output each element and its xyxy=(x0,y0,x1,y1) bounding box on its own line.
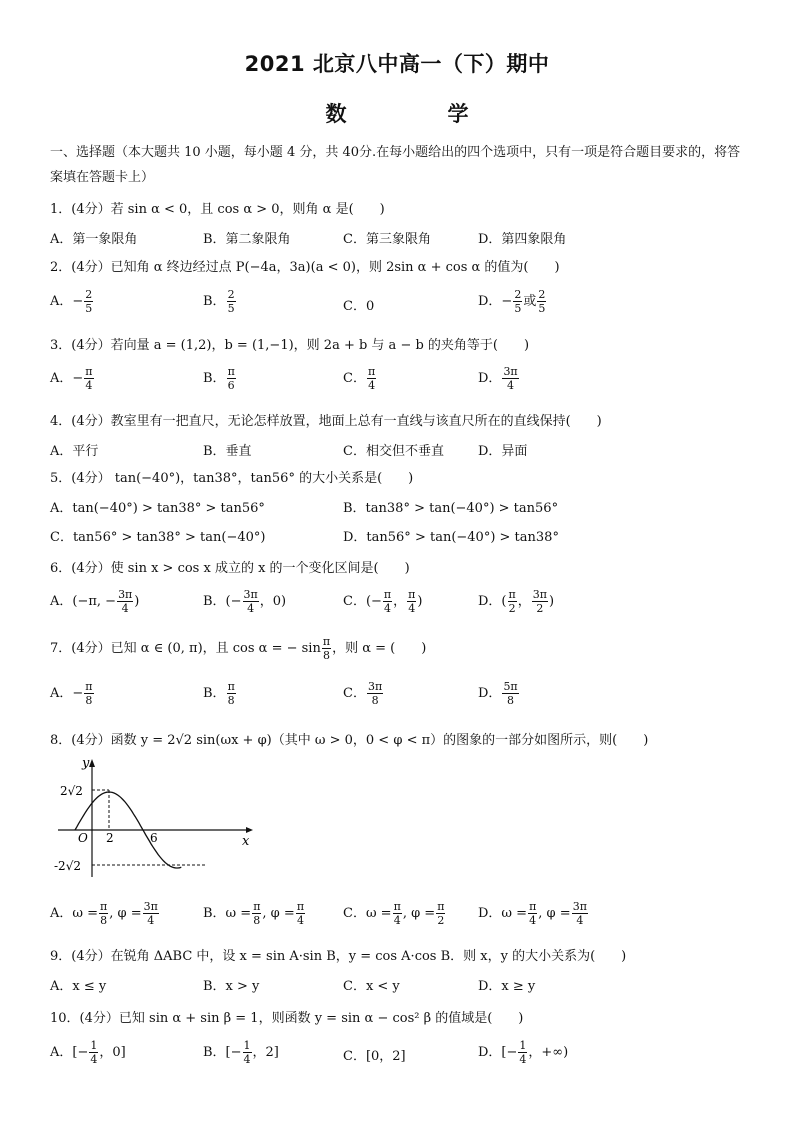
q3-option-d: D． $\frac{3\pi}{4}$ xyxy=(478,365,518,392)
q6-option-c: C．(− $\frac{\pi}{4}$ ， $\frac{\pi}{4}$ ) xyxy=(343,588,423,615)
q6-option-b: B．(− $\frac{3\pi}{4}$ ，0) xyxy=(203,588,287,615)
q6-option-a: A．(−π, − $\frac{3\pi}{4}$ ) xyxy=(50,588,140,615)
label-tick-6: 6 xyxy=(150,831,158,845)
y-axis-arrow xyxy=(89,759,95,767)
q7-option-c: C． $\frac{3\pi}{8}$ xyxy=(343,680,383,707)
x-axis-arrow xyxy=(246,827,253,833)
q5-option-d: D．tan56° > tan(−40°) > tan38° xyxy=(343,530,559,545)
q9-option-c: C．x < y xyxy=(343,979,400,994)
label-origin: O xyxy=(78,831,88,845)
q3-option-b: B． $\frac{\pi}{6}$ xyxy=(203,365,235,392)
q10-option-a: A．[− $\frac{1}{4}$ ，0] xyxy=(50,1039,126,1066)
question-5-stem: 5．(4分） tan(−40°)，tan38°，tan56° 的大小关系是( ) xyxy=(50,471,414,486)
q7-option-a: A．− $\frac{\pi}{8}$ xyxy=(50,680,93,707)
q8-option-a: A．ω = $\frac{\pi}{8}$ , φ = $\frac{3\pi}{4}$ xyxy=(50,900,158,927)
question-1-stem: 1．(4分）若 sin α < 0，且 cos α > 0，则角 α 是( ) xyxy=(50,202,385,217)
question-6-stem: 6．(4分）使 sin x > cos x 成立的 x 的一个变化区间是( ) xyxy=(50,561,410,576)
q9-option-a: A．x ≤ y xyxy=(50,979,107,994)
q8-option-c: C．ω = $\frac{\pi}{4}$ , φ = $\frac{\pi}{2}$ xyxy=(343,900,445,927)
q5-option-c: C．tan56° > tan38° > tan(−40°) xyxy=(50,530,266,545)
q10-option-d: D．[− $\frac{1}{4}$ ，+∞) xyxy=(478,1039,569,1066)
subject-heading: 数 学 xyxy=(325,102,509,126)
q10-option-c: C．[0，2] xyxy=(343,1049,406,1064)
q2-option-d: D．− $\frac{2}{5}$ 或 $\frac{2}{5}$ xyxy=(478,288,546,315)
q8-option-d: D．ω = $\frac{\pi}{4}$ , φ = $\frac{3\pi}{4}$ xyxy=(478,900,587,927)
q8-sine-graph xyxy=(48,755,258,885)
page-title: 2021 北京八中高一（下）期中 xyxy=(244,52,550,76)
section-instructions: 一、选择题（本大题共 10 小题，每小题 4 分，共 40分.在每小题给出的四个选项中，只有一项是符合题目要求的，将答案填在答题卡上） xyxy=(50,145,741,185)
q6-option-d: D．( $\frac{\pi}{2}$ ， $\frac{3\pi}{2}$ ) xyxy=(478,588,555,615)
q3-option-a: A．− $\frac{\pi}{4}$ xyxy=(50,365,93,392)
question-10-stem: 10．(4分）已知 sin α + sin β = 1，则函数 y = sin α − cos² β 的值域是( ) xyxy=(50,1011,524,1026)
q9-option-d: D．x ≥ y xyxy=(478,979,536,994)
question-2-stem: 2．(4分）已知角 α 终边经过点 P(−4a，3a)(a < 0)，则 2sin α + cos α 的值为( ) xyxy=(50,260,560,275)
label-ymax: 2√2 xyxy=(60,784,83,798)
q5-option-a: A．tan(−40°) > tan38° > tan56° xyxy=(50,501,265,516)
q4-option-c: C．相交但不垂直 xyxy=(343,444,444,459)
label-x-axis: x xyxy=(242,834,250,849)
question-3-stem: 3．(4分）若向量 a = (1,2)，b = (1,−1)，则 2a + b 与 a − b 的夹角等于( ) xyxy=(50,338,530,353)
q1-option-c: C．第三象限角 xyxy=(343,232,431,247)
q1-option-a: A．第一象限角 xyxy=(50,232,138,247)
question-8-stem: 8．(4分）函数 y = 2√2 sin(ωx + φ)（其中 ω > 0，0 < φ < π）的图象的一部分如图所示，则( ) xyxy=(50,733,649,748)
q4-option-d: D．异面 xyxy=(478,444,528,459)
q7-option-d: D． $\frac{5\pi}{8}$ xyxy=(478,680,518,707)
q1-option-d: D．第四象限角 xyxy=(478,232,567,247)
label-tick-2: 2 xyxy=(106,831,114,845)
question-7-stem: 7．(4分）已知 α ∈ (0, π)，且 cos α = − sin $\frac{\pi}{8}$ ，则 α = ( ) xyxy=(50,635,427,662)
q4-option-b: B．垂直 xyxy=(203,444,252,459)
q9-option-b: B．x > y xyxy=(203,979,260,994)
q2-option-a: A．− $\frac{2}{5}$ xyxy=(50,288,93,315)
q7-option-b: B． $\frac{\pi}{8}$ xyxy=(203,680,235,707)
q2-option-b: B． $\frac{2}{5}$ xyxy=(203,288,235,315)
q2-option-c: C．0 xyxy=(343,299,375,314)
q3-option-c: C． $\frac{\pi}{4}$ xyxy=(343,365,376,392)
question-4-stem: 4．(4分）教室里有一把直尺，无论怎样放置，地面上总有一直线与该直尺所在的直线保持( ) xyxy=(50,414,602,429)
q4-option-a: A．平行 xyxy=(50,444,99,459)
q1-option-b: B．第二象限角 xyxy=(203,232,291,247)
label-y-axis: y xyxy=(82,756,90,771)
q8-option-b: B．ω = $\frac{\pi}{8}$ , φ = $\frac{\pi}{4}$ xyxy=(203,900,305,927)
label-ymin: -2√2 xyxy=(54,859,81,873)
q10-option-b: B．[− $\frac{1}{4}$ ，2] xyxy=(203,1039,279,1066)
q5-option-b: B．tan38° > tan(−40°) > tan56° xyxy=(343,501,559,516)
question-9-stem: 9．(4分）在锐角 ΔABC 中，设 x = sin A·sin B，y = cos A·cos B．则 x，y 的大小关系为( ) xyxy=(50,949,627,964)
